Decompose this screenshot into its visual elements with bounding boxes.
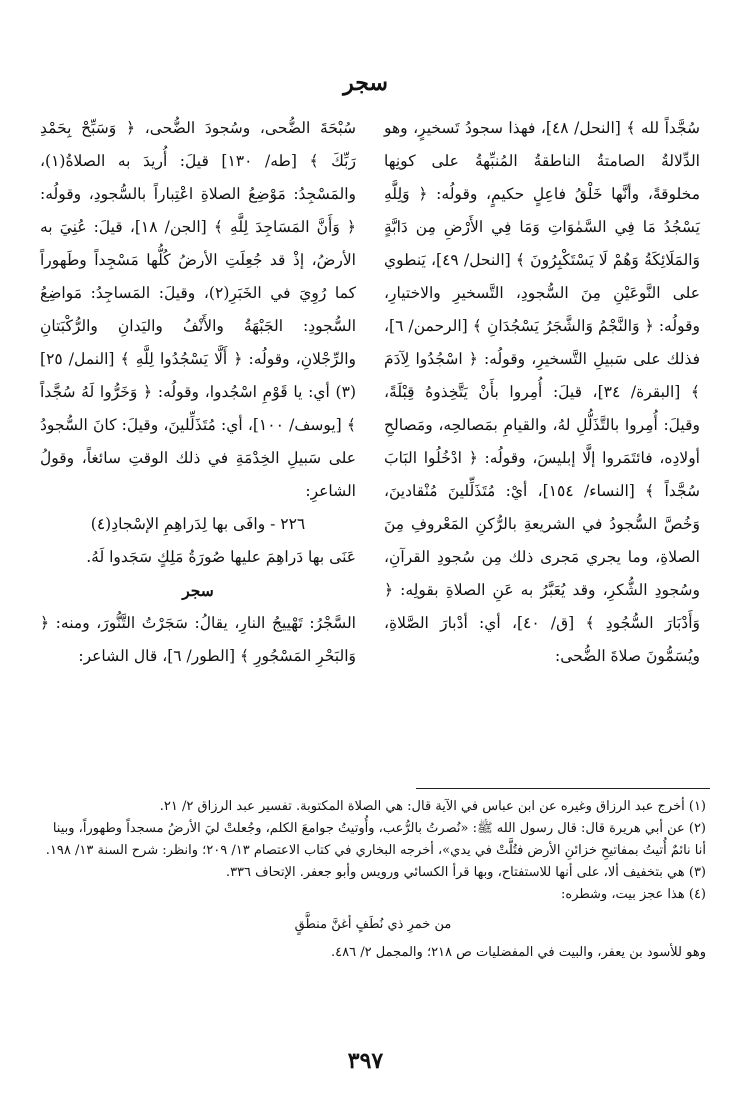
section-title-sajr: سجر bbox=[182, 581, 214, 600]
page-header-title: سجر bbox=[343, 70, 388, 96]
footnote-2: (٢) عن أبي هريرة قال: قال رسول الله ﷺ: «نُصرتُ بالرُّعب، وأُوتيتُ جوامعَ الكلم، وجُعلتْ ليَ الأرضُ مسجداً وطهوراً، وبينا أنا نائمٌ أُتيتُ بمفاتيحِ خزائنِ الأرض فتُلَّتْ في يدي»، أخرجه البخاري في كتاب الاعتصام ١٣/ ٢٠٩؛ وانظر: شرح السنة ١٣/ ١٩٨. bbox=[45, 821, 706, 858]
left-column bbox=[40, 112, 356, 772]
text-columns bbox=[40, 112, 700, 772]
left-column-paragraph-1: سُبْحَةَ الضُّحى، وسُجودَ الضُّحى، ﴿ وَسَبِّحْ بِحَمْدِ رَبِّكَ ﴾ [طه/ ١٣٠] قيلَ: أُريدَ به الصلاةُ(١)، والمَسْجِدُ: مَوْضِعُ الصلاةِ اعْتِباراً بالسُّجودِ، وقولُه: ﴿ وَأَنَّ المَسَاجِدَ لِلَّهِ ﴾ [الجن/ ١٨]، قيلَ: عُنِيَ به الأرضُ، إذْ قد جُعِلَتِ الأرضُ كُلُّها مَسْجِداً وطَهوراً كما رُوِيَ في الخَبَرِ(٢)، وقيلَ: المَساجِدُ: مَواضِعُ السُّجودِ: الجَبْهَةُ والأَنْفُ واليَدانِ والرُّكْبَتانِ والرِّجْلانِ، وقولُه: ﴿ أَلَّا يَسْجُدُوا لِلَّهِ ﴾ [النمل/ ٢٥](٣) أي: يا قَوْمِ اسْجُدوا، وقولُه: ﴿ وَخَرُّوا لَهُ سُجَّداً ﴾ [يوسف/ ١٠٠]، أي: مُتَذَلِّلينَ، وقيلَ: كانَ السُّجودُ على سَبيلِ الخِدْمَةِ في ذلك الوقتِ سائغاً، وقولُ الشاعرِ: bbox=[40, 119, 356, 500]
footnote-3: (٣) هي بتخفيف ألا، على أنها للاستفتاح، وبها قرأ الكسائي ورويس وأبو جعفر. الإتحاف ٣٣٦. bbox=[225, 865, 706, 880]
footnote-4-source: وهو للأسود بن يعفر، والبيت في المفضليات ص ٢١٨؛ والمجمل ٢/ ٤٨٦. bbox=[330, 945, 706, 960]
footnotes bbox=[40, 796, 706, 964]
footnote-1: (١) أخرج عبد الرزاق وغيره عن ابن عباس في الآية قال: هي الصلاة المكتوبة. تفسير عبد الرزاق ٢/ ٢١. bbox=[159, 799, 706, 814]
right-column bbox=[384, 112, 700, 772]
footnote-divider bbox=[416, 788, 710, 789]
footnote-4-verse: من خمرِ ذي نُطَفٍ أغنَّ منطَّقٍ bbox=[294, 917, 452, 932]
footnote-4: (٤) هذا عجز بيت، وشطره: bbox=[561, 887, 706, 902]
page-number: ٣٩٧ bbox=[347, 1048, 384, 1074]
left-column-paragraph-2: السَّجْرُ: تَهْييجُ النارِ، يقالُ: سَجَرْتُ التَّنُّورَ، ومنه: ﴿ وَالبَحْرِ المَسْجُورِ ﴾ [الطور/ ٦]، قال الشاعر: bbox=[40, 614, 356, 665]
right-column-paragraph: سُجَّداً لله ﴾ [النحل/ ٤٨]، فهذا سجودُ تَسخيرٍ، وهو الدِّلالةُ الصامتةُ الناطقةُ المُنبِّهةُ على كونِها مخلوقةً، وأنَّها خَلْقُ فاعِلٍ حكيمٍ، وقولُه: ﴿ وَلِلَّهِ يَسْجُدُ مَا فِي السَّمٰوَاتِ وَمَا فِي الأَرْضِ مِن دَابَّةٍ وَالمَلَائِكَةُ وَهُمْ لَا يَسْتَكْبِرُونَ ﴾ [النحل/ ٤٩]، يَنطوي على النَّوعَيْنِ مِنَ السُّجودِ، التَّسخيرِ والاختيارِ، وقولُه: ﴿ وَالنَّجْمُ وَالشَّجَرُ يَسْجُدَانِ ﴾ [الرحمن/ ٦]، فذلك على سَبيلِ التَّسخيرِ، وقولُه: ﴿ اسْجُدُوا لِآدَمَ ﴾ [البقرة/ ٣٤]، قيلَ: أُمِروا بأَنْ يَتَّخِذوهُ قِبْلَةً، وقيلَ: أُمِروا بالتَّذَلُّلِ لهُ، والقيامِ بمَصالحِه، ومَصالحِ أولادِه، فائتَمَروا إلَّا إبليسَ، وقولُه: ﴿ ادْخُلُوا البَابَ سُجَّداً ﴾ [النساء/ ١٥٤]، أيْ: مُتَذَلِّلينَ مُنْقادينَ، وَخُصَّ السُّجودُ في الشريعةِ بالرُّكنِ المَعْروفِ مِنَ الصلاةِ، وما يجري مَجرى ذلك مِن سُجودِ القرآنِ، وسُجودِ الشُّكرِ، وقد يُعَبَّرُ به عَنِ الصلاةِ بقولِه: ﴿ وَأَدْبَارَ السُّجُودِ ﴾ [ق/ ٤٠]، أي: أدْبارَ الصَّلاةِ، ويُسَمُّونَ صلاةَ الضُّحى: bbox=[384, 119, 701, 665]
poem-verse-226: ٢٢٦ - وافَى بها لِدَراهِمِ الإسْجادِ(٤) bbox=[90, 515, 306, 533]
poem-explanation: عَنَى بها دَراهِمَ عليها صُورَةُ مَلِكٍ سَجَدوا لَهُ. bbox=[86, 548, 356, 566]
